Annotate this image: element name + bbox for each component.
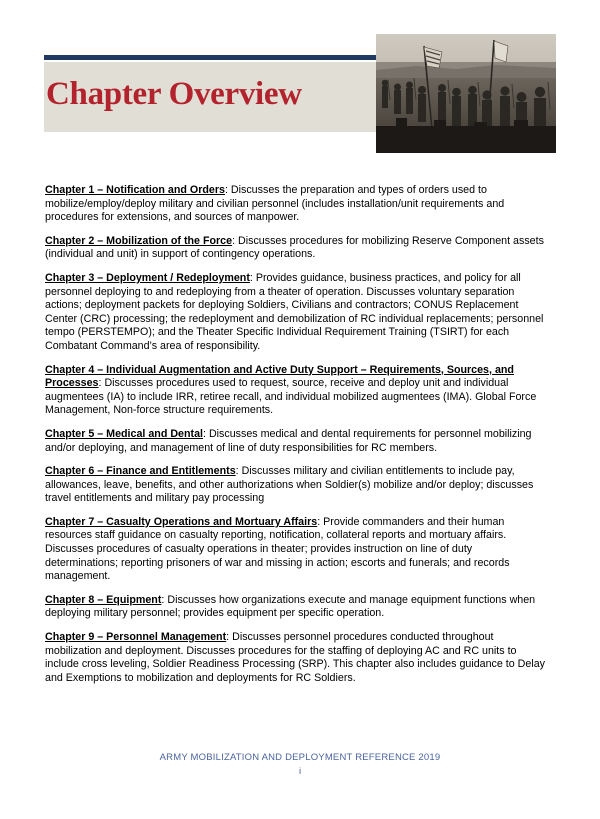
page-number: i <box>298 766 302 777</box>
footer-title: ARMY MOBILIZATION AND DEPLOYMENT REFERENCE 2019 <box>159 752 441 763</box>
chapter-separator: : <box>249 271 256 284</box>
chapter-heading: Chapter 1 – Notification and Orders <box>45 184 225 196</box>
chapter-heading: Chapter 8 – Equipment <box>45 593 162 606</box>
chapter-entry <box>45 272 545 354</box>
chapter-entry <box>45 364 545 418</box>
soldiers-marching-photo <box>376 34 556 153</box>
chapter-separator: : <box>224 184 231 196</box>
chapter-separator: : <box>226 631 233 644</box>
chapter-description: Discusses procedures used to request, source, receive and deploy unit and individual augmentees (IA) to include IRR, retiree recall, and individual mobilized augmentees (IMA). Global Force Management, Non-force structure requirements. <box>45 377 537 417</box>
chapter-separator: : <box>202 427 209 440</box>
chapter-heading: Chapter 3 – Deployment / Redeployment <box>45 271 250 284</box>
chapter-entry <box>45 428 545 455</box>
page-title: Chapter Overview <box>46 76 302 112</box>
chapter-description: Discusses procedures for mobilizing Reserve Component assets (individual and unit) in support of contingency operations. <box>45 234 544 261</box>
header-rule <box>44 55 376 60</box>
chapter-description: Discusses the preparation and types of orders used to mobilize/employ/deploy military and civilian personnel (includes installation/unit requirements and procedures for extensions, and sources of manpower. <box>45 184 505 224</box>
chapter-heading: Chapter 9 – Personnel Management <box>45 631 227 644</box>
chapter-description: Discusses medical and dental requirements for personnel mobilizing and/or deploying, and management of line of duty responsibilities for RC members. <box>45 427 532 454</box>
chapter-entry <box>45 594 545 621</box>
chapter-heading: Chapter 4 – Individual Augmentation and Active Duty Support – Requirements, Sources, and Processes <box>45 363 514 390</box>
chapter-entry <box>45 184 545 225</box>
chapter-heading: Chapter 7 – Casualty Operations and Mortuary Affairs <box>45 515 318 528</box>
chapter-separator: : <box>161 593 168 606</box>
chapter-entry <box>45 631 545 685</box>
chapter-separator: : <box>98 377 105 390</box>
chapter-description: Provide commanders and their human resources staff guidance on casualty reporting, notification, collateral reports and mortuary affairs. Discusses procedures of casualty operations in theater; provides instruction on line of duty determinations; reporting prisoners of war and missing in action; escorts and funerals; and records management. <box>45 515 510 583</box>
chapter-heading: Chapter 2 – Mobilization of the Force <box>45 234 233 247</box>
chapter-description: Discusses military and civilian entitlements to include pay, allowances, leave, benefits, and other authorizations when Soldier(s) mobilize and/or deploy; discusses travel entitlements and military pay processing <box>45 465 534 505</box>
chapter-separator: : <box>232 234 239 247</box>
chapter-description: Provides guidance, business practices, and policy for all personnel deploying to and redeploying from a theater of operation. Discusses voluntary separation actions; deployment packets for deploying Soldiers, Civilians and contractors; CONUS Replacement Center (CRC) processing; the redeployment and demobilization of RC individual replacements; personnel tempo (PERSTEMPO); and the Theater Specific Individual Requirement Training (TSIRT) for each Combatant Command’s area of responsibility. <box>45 271 544 352</box>
chapter-entry <box>45 516 545 584</box>
chapter-entry <box>45 465 545 506</box>
chapter-description: Discusses personnel procedures conducted throughout mobilization and deployment. Discusses procedures for the staffing of deploying AC and RC units to include cross leveling, Soldier Readiness Processing (SRP). This chapter also includes guidance to Delay and Exemptions to mobilization and deployments for RC Soldiers. <box>45 631 545 684</box>
chapter-heading: Chapter 5 – Medical and Dental <box>45 427 203 440</box>
chapter-separator: : <box>235 465 242 478</box>
chapter-list <box>45 184 545 695</box>
chapter-heading: Chapter 6 – Finance and Entitlements <box>45 465 236 478</box>
chapter-entry <box>45 235 545 262</box>
chapter-description: Discusses how organizations execute and manage equipment functions when deploying military personnel; provides equipment per specific operation. <box>45 593 536 620</box>
chapter-separator: : <box>317 515 324 528</box>
